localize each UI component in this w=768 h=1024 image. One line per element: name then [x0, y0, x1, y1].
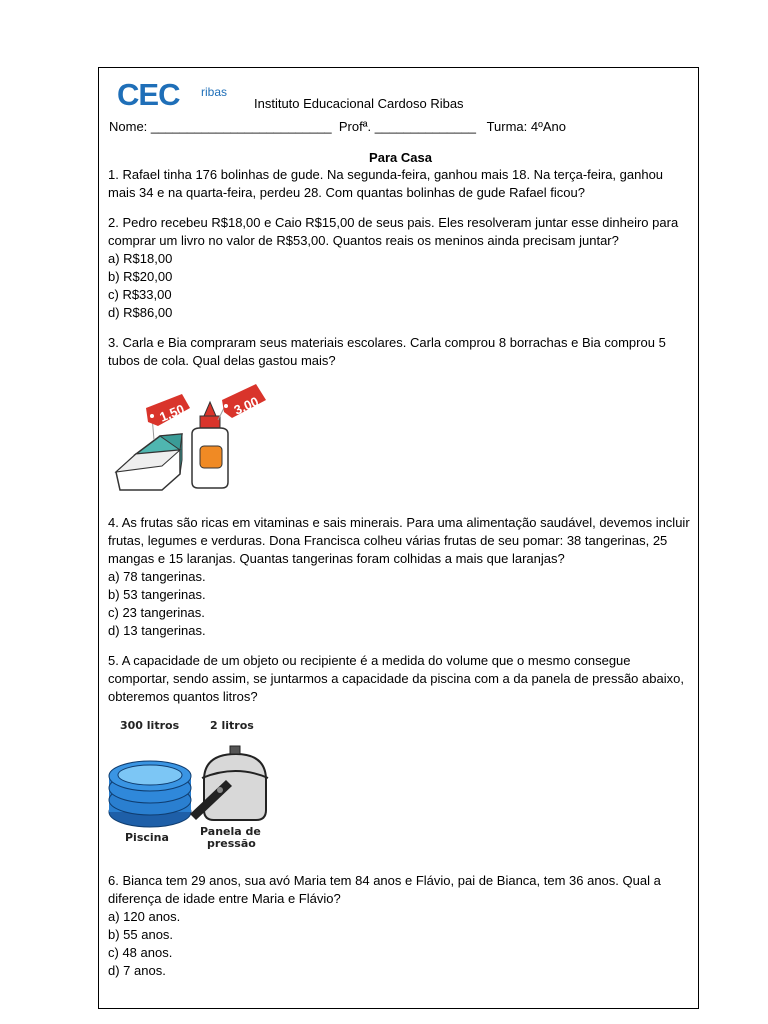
option-c: c) 23 tangerinas. — [108, 605, 205, 620]
logo-text: CEC — [117, 78, 180, 112]
question-1 — [108, 166, 693, 202]
logo-sub: ribas — [201, 85, 228, 99]
question-text: 1. Rafael tinha 176 bolinhas de gude. Na segunda-feira, ganhou mais 18. Na terça-feira, ganhou mais 34 e na quarta-feira, perdeu 28. Com quantas bolinhas de gude Rafael ficou? — [108, 167, 664, 200]
pot-label-line-1: Panela de — [200, 825, 261, 838]
pool-icon — [109, 761, 191, 827]
student-info-line: Nome: _________________________ Profª. ______________ Turma: 4ºAno — [109, 119, 566, 134]
option-b: b) R$20,00 — [108, 269, 173, 284]
option-a: a) R$18,00 — [108, 251, 173, 266]
institution-name: Instituto Educacional Cardoso Ribas — [254, 96, 464, 111]
price-tag-icon — [146, 394, 190, 440]
question-text: 6. Bianca tem 29 anos, sua avó Maria tem 84 anos e Flávio, pai de Bianca, tem 36 anos. Qual a diferença de idade entre Maria e Flávio? — [108, 873, 661, 906]
question-text: 4. As frutas são ricas em vitaminas e sais minerais. Para uma alimentação saudável, devemos incluir frutas, legumes e verduras. Dona Francisca colheu várias frutas de seu pomar: 38 tangerinas, 25 mangas e 15 laranjas. Quantas tangerinas foram colhidas a mais que laranjas? — [108, 515, 690, 566]
question-text: 3. Carla e Bia compraram seus materiais escolares. Carla comprou 8 borrachas e Bia comprou 5 tubos de cola. Qual delas gastou mais? — [108, 335, 666, 368]
pressure-cooker-icon — [190, 746, 268, 820]
question-text: 2. Pedro recebeu R$18,00 e Caio R$15,00 de seus pais. Eles resolveram juntar esse dinheiro para comprar um livro no valor de R$53,00. Quantos reais os meninos ainda precisam juntar? — [108, 215, 679, 248]
school-logo — [117, 78, 237, 112]
question-2 — [108, 214, 693, 322]
option-b: b) 53 tangerinas. — [108, 587, 206, 602]
option-c: c) R$33,00 — [108, 287, 172, 302]
option-d: d) 13 tangerinas. — [108, 623, 206, 638]
pool-capacity-label: 300 litros — [120, 719, 180, 732]
worksheet — [98, 67, 699, 1009]
question-6 — [108, 872, 693, 980]
option-a: a) 78 tangerinas. — [108, 569, 206, 584]
question-3 — [108, 334, 693, 370]
question-text: 5. A capacidade de um objeto ou recipiente é a medida do volume que o mesmo consegue comportar, sendo assim, se juntarmos a capacidade da piscina com a da panela de pressão abaixo, obteremos quantos litros? — [108, 653, 684, 704]
pool-pot-illustration — [108, 720, 693, 860]
option-d: d) R$86,00 — [108, 305, 173, 320]
option-b: b) 55 anos. — [108, 927, 174, 942]
pool-label: Piscina — [125, 831, 169, 844]
pot-label-line-2: pressão — [207, 837, 256, 850]
option-d: d) 7 anos. — [108, 963, 166, 978]
eraser-glue-illustration — [108, 374, 693, 502]
option-a: a) 120 anos. — [108, 909, 181, 924]
page-title: Para Casa — [369, 150, 432, 165]
pot-capacity-label: 2 litros — [210, 719, 254, 732]
price-tag-icon — [218, 384, 266, 420]
option-c: c) 48 anos. — [108, 945, 173, 960]
question-4 — [108, 514, 693, 640]
header — [117, 76, 677, 112]
question-5 — [108, 652, 693, 706]
eraser-icon — [116, 434, 182, 490]
glue-price: 3,00 — [231, 393, 261, 418]
eraser-price: 1,50 — [157, 401, 187, 425]
content — [108, 149, 693, 992]
glue-icon — [192, 402, 228, 488]
